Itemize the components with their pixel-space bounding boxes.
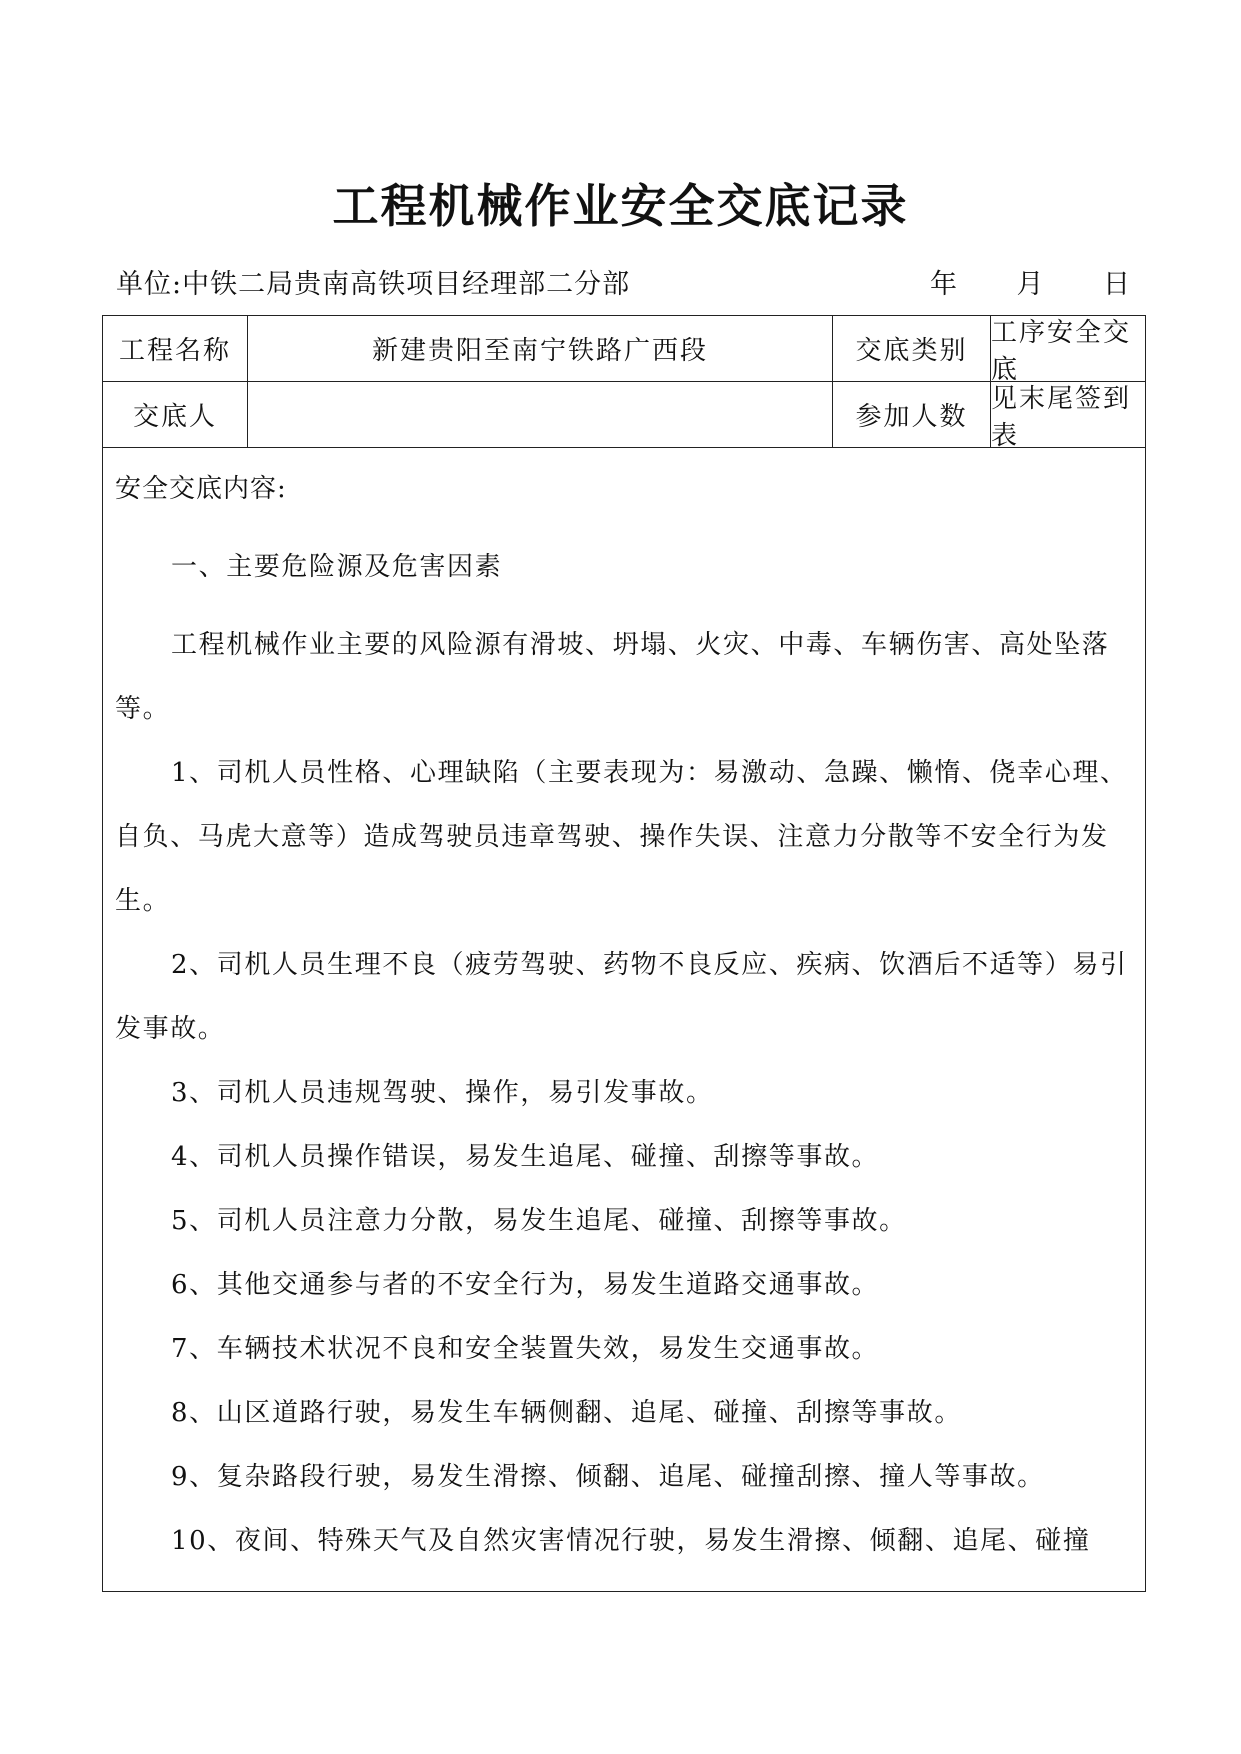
content-paragraph: 3、司机人员违规驾驶、操作，易引发事故。 xyxy=(171,1078,714,1108)
project-name-value: 新建贵阳至南宁铁路广西段 xyxy=(248,316,833,381)
date-year: 年 xyxy=(930,269,957,300)
date-month: 月 xyxy=(1016,269,1044,300)
briefer-label: 交底人 xyxy=(103,382,248,447)
participants-label: 参加人数 xyxy=(833,382,991,447)
content-paragraph: 工程机械作业主要的风险源有滑坡、坍塌、火灾、中毒、车辆伤害、高处坠落等。 xyxy=(115,630,1110,724)
briefing-type-value: 工序安全交底 xyxy=(991,317,1132,385)
content-paragraph: 9、复杂路段行驶，易发生滑擦、倾翻、追尾、碰撞刮擦、撞人等事故。 xyxy=(171,1462,1045,1492)
document-title: 工程机械作业安全交底记录 xyxy=(332,179,909,233)
unit-line: 单位:中铁二局贵南高铁项目经理部二分部 xyxy=(116,269,631,300)
briefer-value xyxy=(248,382,833,447)
project-name-label: 工程名称 xyxy=(103,316,248,381)
form-row-project xyxy=(103,316,1145,385)
content-paragraph: 4、司机人员操作错误，易发生追尾、碰撞、刮擦等事故。 xyxy=(171,1142,880,1172)
content-paragraph: 7、车辆技术状况不良和安全装置失效，易发生交通事故。 xyxy=(171,1334,880,1364)
content-label: 安全交底内容: xyxy=(115,474,287,504)
form-row-briefer xyxy=(103,382,1145,451)
date-line xyxy=(930,262,1130,301)
briefing-form xyxy=(102,315,1146,1592)
content-paragraph: 1、司机人员性格、心理缺陷（主要表现为：易激动、急躁、懒惰、侥幸心理、自负、马虎大意等）造成驾驶员违章驾驶、操作失误、注意力分散等不安全行为发生。 xyxy=(115,758,1128,916)
date-day: 日 xyxy=(1103,269,1130,300)
content-paragraph: 2、司机人员生理不良（疲劳驾驶、药物不良反应、疾病、饮酒后不适等）易引发事故。 xyxy=(115,950,1128,1044)
content-paragraph: 8、山区道路行驶，易发生车辆侧翻、追尾、碰撞、刮擦等事故。 xyxy=(171,1398,962,1428)
section-heading: 一、主要危险源及危害因素 xyxy=(171,552,503,582)
content-paragraph: 5、司机人员注意力分散，易发生追尾、碰撞、刮擦等事故。 xyxy=(171,1206,907,1236)
briefing-type-label: 交底类别 xyxy=(833,316,991,381)
content-paragraph: 10、夜间、特殊天气及自然灾害情况行驶，易发生滑擦、倾翻、追尾、碰撞 xyxy=(171,1526,1091,1556)
content-paragraph: 6、其他交通参与者的不安全行为，易发生道路交通事故。 xyxy=(171,1270,880,1300)
briefing-content xyxy=(103,448,1145,1573)
participants-value: 见末尾签到表 xyxy=(991,383,1132,451)
